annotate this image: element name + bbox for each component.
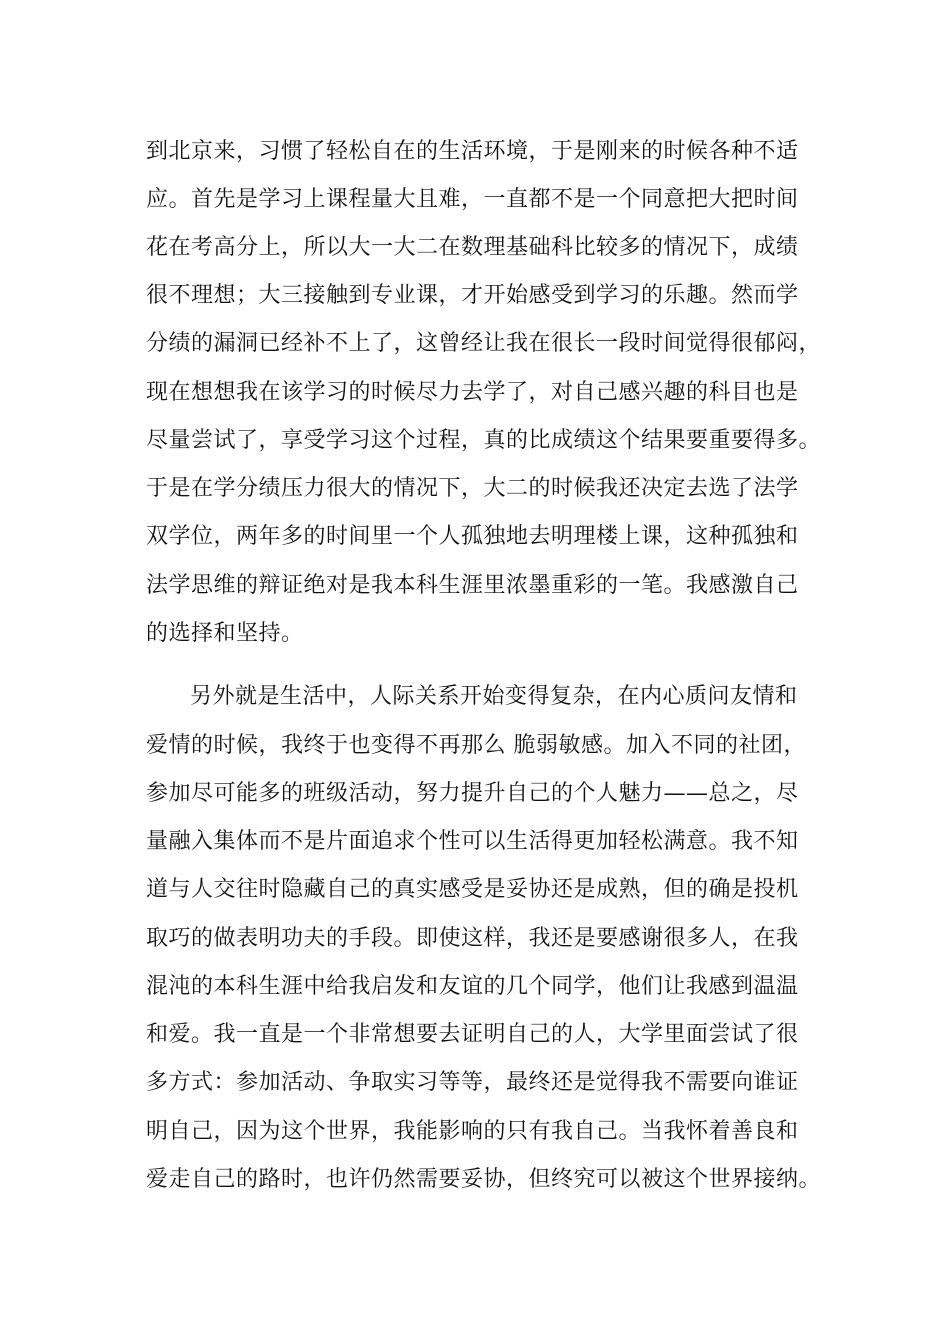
text-line: 爱走自己的路时，也许仍然需要妥协，但终究可以被这个世界接纳。	[146, 1167, 822, 1192]
text-line: 分绩的漏洞已经补不上了，这曾经让我在很长一段时间觉得很郁闷，	[146, 331, 822, 356]
text-line: 爱情的时候，我终于也变得不再那么 脆弱敏感。加入不同的社团，	[146, 733, 806, 758]
text-line: 的选择和坚持。	[146, 621, 304, 646]
text-line: 双学位，两年多的时间里一个人孤独地去明理楼上课，这种孤独和	[146, 524, 799, 549]
text-line: 混沌的本科生涯中给我启发和友谊的几个同学，他们让我感到温温	[146, 974, 799, 999]
text-line: 花在考高分上，所以大一大二在数理基础科比较多的情况下，成绩	[146, 235, 799, 260]
text-line: 和爱。我一直是一个非常想要去证明自己的人，大学里面尝试了很	[146, 1022, 799, 1047]
text-line: 参加尽可能多的班级活动，努力提升自己的个人魅力——总之，尽	[146, 781, 799, 806]
text-line: 很不理想；大三接触到专业课，才开始感受到学习的乐趣。然而学	[146, 283, 799, 308]
text-line: 法学思维的辩证绝对是我本科生涯里浓墨重彩的一笔。我感激自己	[146, 573, 799, 598]
text-line: 到北京来，习惯了轻松自在的生活环境，于是刚来的时候各种不适	[146, 139, 799, 164]
text-line: 多方式：参加活动、争取实习等等，最终还是觉得我不需要向谁证	[146, 1070, 799, 1095]
text-line: 现在想想我在该学习的时候尽力去学了，对自己感兴趣的科目也是	[146, 380, 799, 405]
text-line: 量融入集体而不是片面追求个性可以生活得更加轻松满意。我不知	[146, 829, 799, 854]
text-line: 应。首先是学习上课程量大且难，一直都不是一个同意把大把时间	[146, 187, 799, 212]
text-line: 尽量尝试了，享受学习这个过程，真的比成绩这个结果要重要得多。	[146, 428, 822, 453]
text-line: 明自己，因为这个世界，我能影响的只有我自己。当我怀着善良和	[146, 1119, 799, 1144]
paragraph-first-line: 另外就是生活中，人际关系开始变得复杂，在内心质问友情和	[190, 684, 798, 709]
text-line: 道与人交往时隐藏自己的真实感受是妥协还是成熟，但的确是投机	[146, 877, 799, 902]
text-line: 于是在学分绩压力很大的情况下，大二的时候我还决定去选了法学	[146, 476, 799, 501]
text-line: 取巧的做表明功夫的手段。即使这样，我还是要感谢很多人，在我	[146, 926, 799, 951]
